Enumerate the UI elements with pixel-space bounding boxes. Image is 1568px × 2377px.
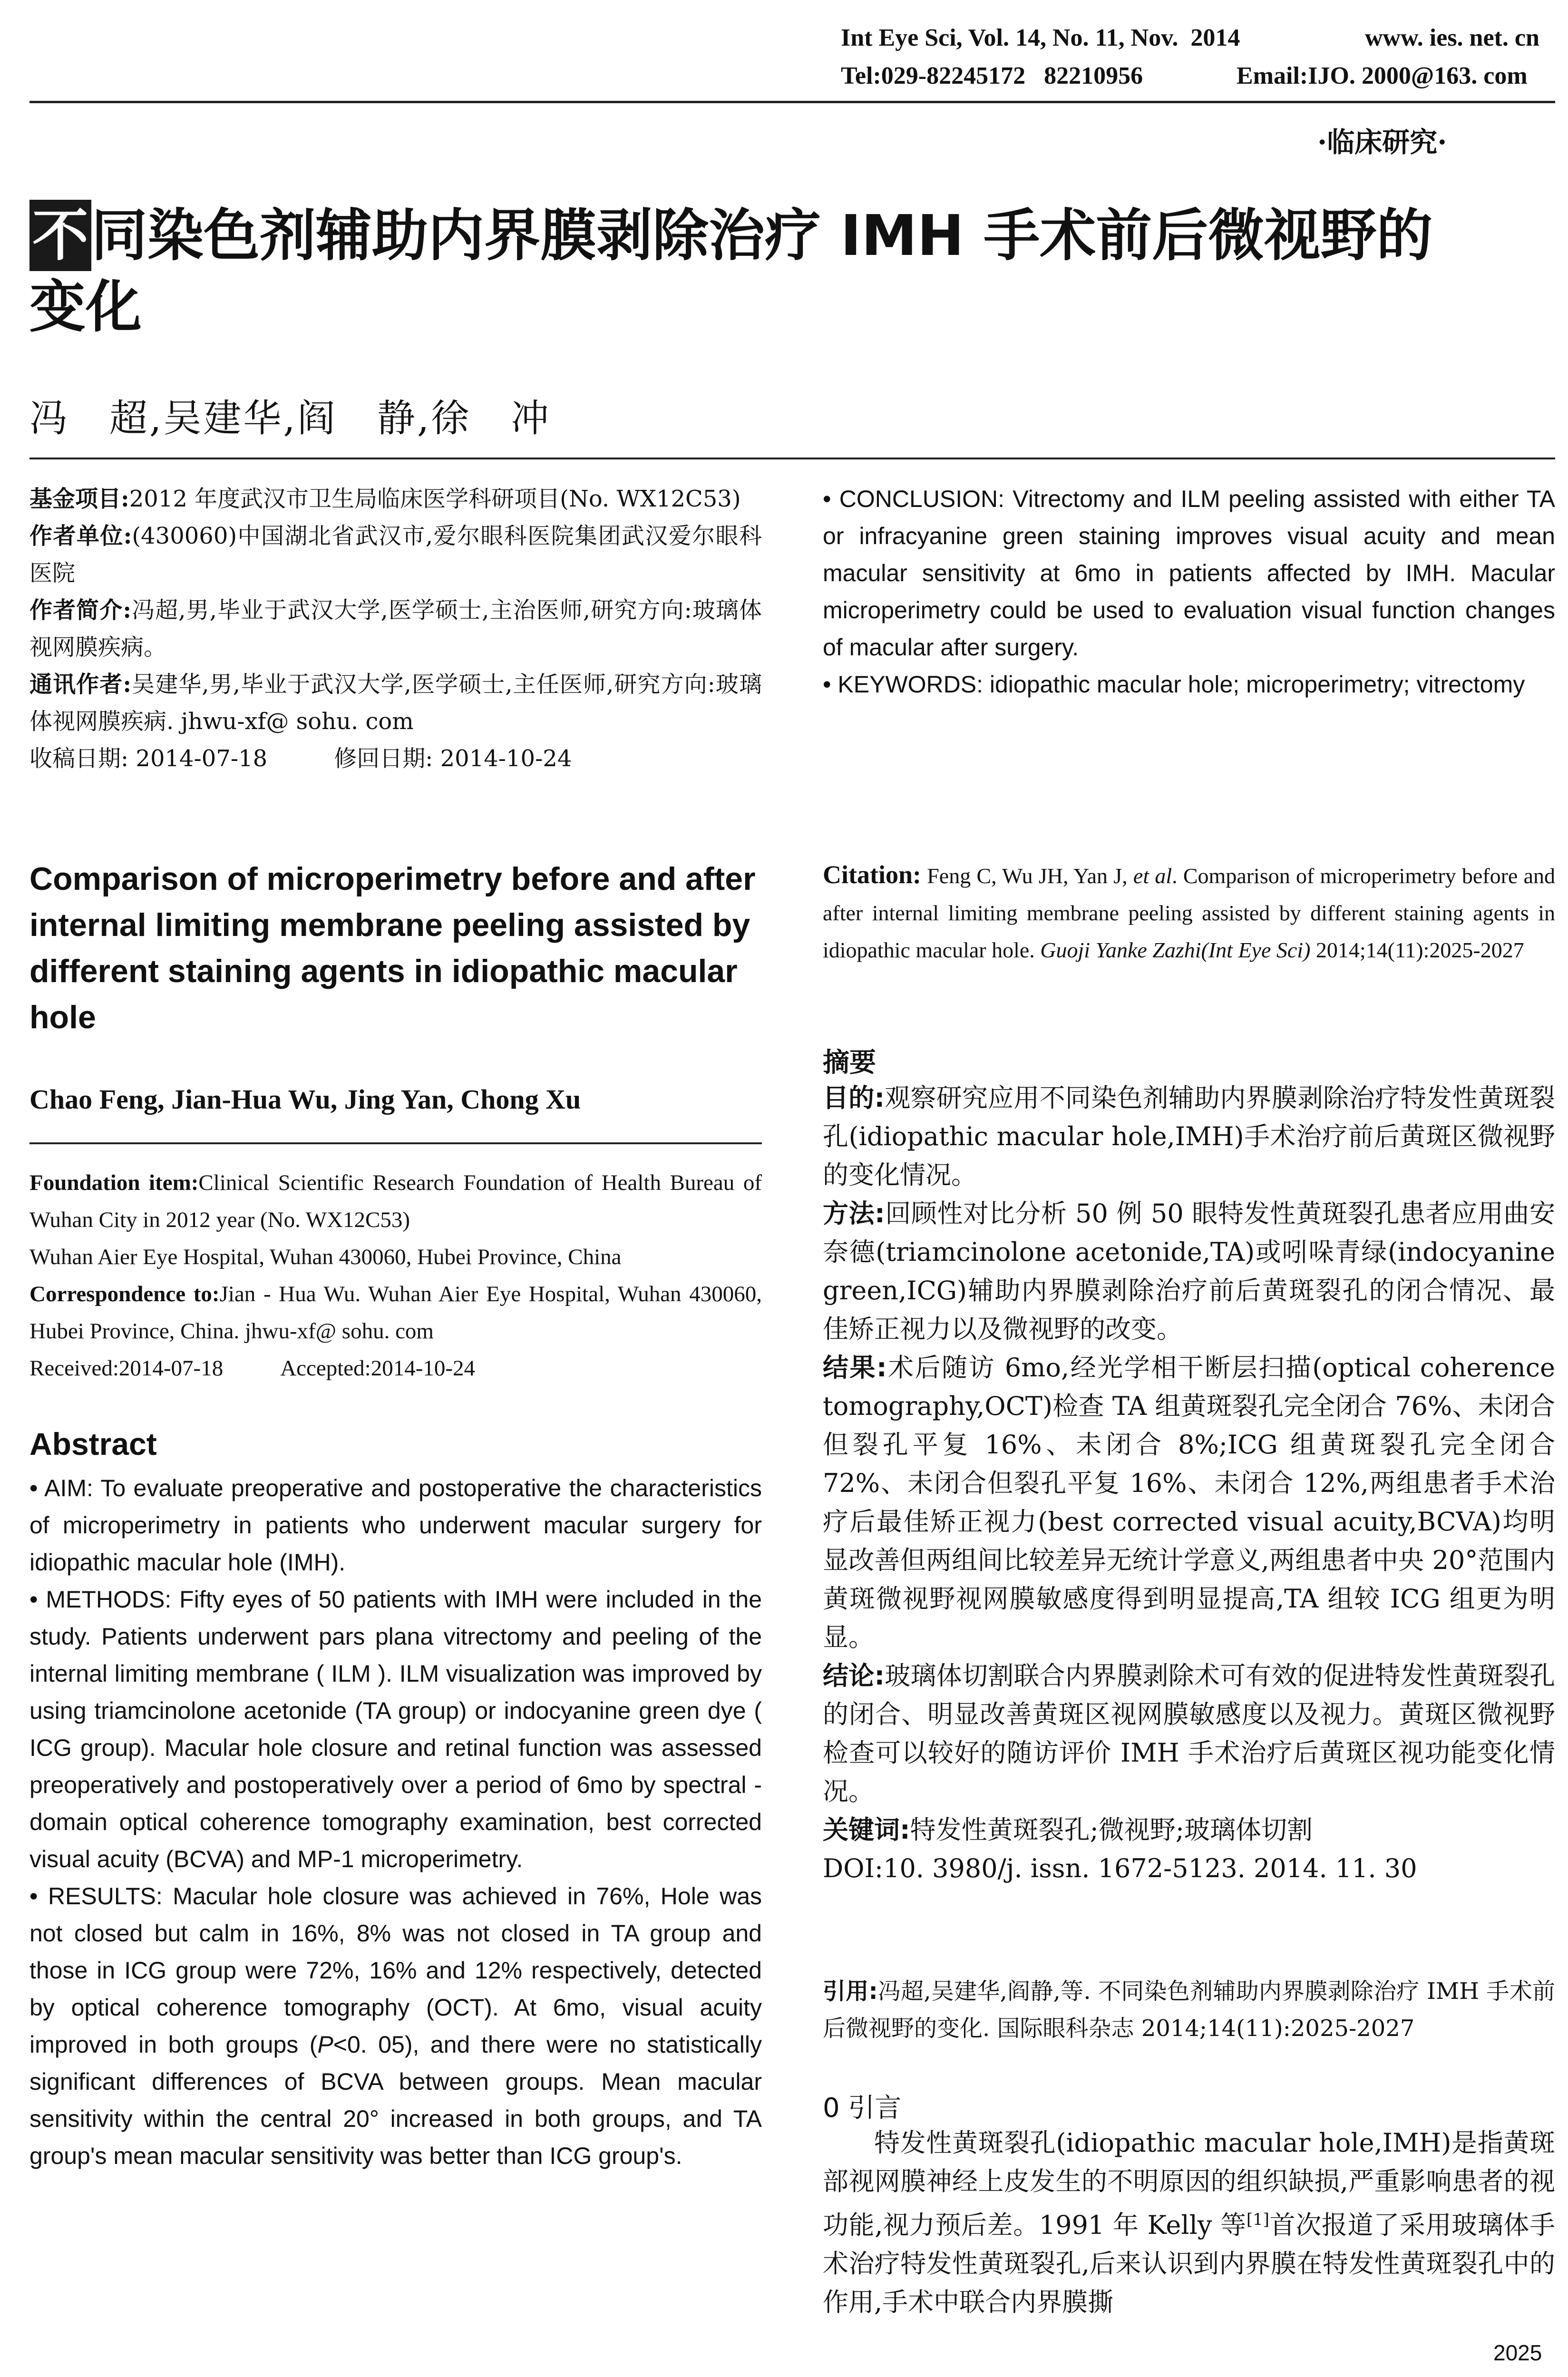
journal-tel: Tel:029-82245172 82210956 bbox=[841, 62, 1143, 89]
journal-name: Guoji Yanke Zazhi(Int Eye Sci) bbox=[1040, 938, 1311, 962]
meta-zh bbox=[29, 480, 762, 777]
citation-en: Citation: Feng C, Wu JH, Yan J, et al. Comparison of microperimetry before and after internal limiting membrane peeling assisted by different staining agents in idiopathic macular hole. Guoji Yanke Zazhi(Int Eye Sci) 2014;14(11):2025-2027 bbox=[823, 860, 1555, 962]
citation-zh: 引用:冯超,吴建华,阎静,等. 不同染色剂辅助内界膜剥除治疗 IMH 手术前后微视野的变化. 国际眼科杂志 2014;14(11):2025-2027 bbox=[823, 1978, 1555, 2042]
foundation-text: 2012 年度武汉市卫生局临床医学科研项目(No. WX12C53) bbox=[129, 486, 741, 512]
section-tag: ·临床研究· bbox=[1317, 126, 1447, 158]
title-line1: 同染色剂辅助内界膜剥除治疗 IMH 手术前后微视野的 bbox=[91, 203, 1433, 268]
authors-rule bbox=[29, 1142, 762, 1144]
abstract-aim: • AIM: To evaluate preoperative and postoperative the characteristics of microperimetry in patients who underwent macular surgery for idiopathic macular hole (IMH). bbox=[29, 1475, 762, 1576]
abstract-heading: Abstract bbox=[29, 1426, 157, 1461]
abstract-zh-results: 术后随访 6mo,经光学相干断层扫描(optical coherence tomography,OCT)检查 TA 组黄斑裂孔完全闭合 76%、未闭合但裂孔平复 16%、未闭合 8%;ICG 组黄斑裂孔完全闭合 72%、未闭合但裂孔平复 16%、未闭合 12%,两组患者手术治疗后最佳矫正视力(best corrected visual acuity,BCVA)均明显改善但两组间比较差异无统计学意义,两组患者中央 20°范围内黄斑微视野视网膜敏感度得到明显提高,TA 组较 ICG 组更为明显。 bbox=[823, 1353, 1555, 1652]
abstract-body-left bbox=[29, 1470, 762, 2174]
page-number: 2025 bbox=[1493, 2340, 1542, 2365]
corr-text: 吴建华,男,毕业于武汉大学,医学硕士,主任医师,研究方向:玻璃体视网膜疾病. jhwu-xf@ sohu. com bbox=[29, 671, 762, 735]
title-zh bbox=[29, 200, 1561, 342]
citation-label: Citation: bbox=[823, 860, 921, 889]
abstract-zh-conclusion: 玻璃体切割联合内界膜剥除术可有效的促进特发性黄斑裂孔的闭合、明显改善黄斑区视网膜敏感度以及视力。黄斑区微视野检查可以较好的随访评价 IMH 手术治疗后黄斑区视功能变化情况。 bbox=[823, 1661, 1555, 1806]
title-first-char: 不 bbox=[29, 200, 91, 271]
foundation-label-en: Foundation item: bbox=[29, 1170, 199, 1195]
bio-text: 冯超,男,毕业于武汉大学,医学硕士,主治医师,研究方向:玻璃体视网膜疾病。 bbox=[29, 597, 762, 661]
received-zh: 收稿日期: 2014-07-18 bbox=[29, 745, 268, 772]
foundation-label: 基金项目: bbox=[29, 486, 129, 512]
abstract-body-right bbox=[823, 480, 1555, 703]
p-value-symbol: P bbox=[317, 2031, 333, 2058]
journal-email: Email:IJO. 2000@163. com bbox=[1237, 62, 1528, 89]
meta-en bbox=[29, 1164, 762, 1387]
journal-info: Int Eye Sci, Vol. 14, No. 11, Nov. 2014 bbox=[841, 24, 1240, 51]
unit-label: 作者单位: bbox=[29, 523, 132, 549]
intro-heading: 0 引言 bbox=[823, 2093, 902, 2124]
corr-label-en: Correspondence to: bbox=[29, 1282, 220, 1306]
abstract-methods: • METHODS: Fifty eyes of 50 patients with IMH were included in the study. Patients underwent pars plana vitrectomy and peeling of the internal limiting membrane ( ILM ). ILM visualization was improved by using triamcinolone acetonide (TA group) or indocyanine green dye ( ICG group). Macular hole closure and retinal function was assessed preoperatively and postoperatively over a period of 6mo by spectral - domain optical coherence tomography examination, best corrected visual acuity (BCVA) and MP-1 microperimetry. bbox=[29, 1586, 762, 1872]
bio-label: 作者简介: bbox=[29, 597, 132, 623]
abstract-zh-aim: 观察研究应用不同染色剂辅助内界膜剥除治疗特发性黄斑裂孔(idiopathic macular hole,IMH)手术治疗前后黄斑区微视野的变化情况。 bbox=[823, 1083, 1555, 1190]
title-line2: 变化 bbox=[29, 274, 142, 340]
abstract-conclusion: • CONCLUSION: Vitrectomy and ILM peeling assisted with either TA or infracyanine green staining improves visual acuity and mean macular sensitivity at 6mo in patients affected by IMH. Macular microperimetry could be used to evaluation visual function changes of macular after surgery. bbox=[823, 486, 1555, 661]
authors-en: Chao Feng, Jian-Hua Wu, Jing Yan, Chong Xu bbox=[29, 1084, 581, 1115]
abstract-zh-body: 目的:观察研究应用不同染色剂辅助内界膜剥除治疗特发性黄斑裂孔(idiopathic macular hole,IMH)手术治疗前后黄斑区微视野的变化情况。 方法:回顾性对比分析 50 例 50 眼特发性黄斑裂孔患者应用曲安奈德(triamcinolone acetonide,TA)或吲哚青绿(indocyanine green,ICG)辅助内界膜剥除治疗前后黄斑裂孔的闭合情况、最佳矫正视力以及微视野的改变。 结果:术后随访 6mo,经光学相干断层扫描(optical coherence tomography,OCT)检查 TA 组黄斑裂孔完全闭合 76%、未闭合但裂孔平复 16%、未闭合 8%;ICG 组黄斑裂孔完全闭合 72%、未闭合但裂孔平复 16%、未闭合 12%,两组患者手术治疗后最佳矫正视力(best corrected visual acuity,BCVA)均明显改善但两组间比较差异无统计学意义,两组患者中央 20°范围内黄斑微视野视网膜敏感度得到明显提高,TA 组较 ICG 组更为明显。 结论:玻璃体切割联合内界膜剥除术可有效的促进特发性黄斑裂孔的闭合、明显改善黄斑区视网膜敏感度以及视力。黄斑区微视野检查可以较好的随访评价 IMH 手术治疗后黄斑区视功能变化情况。 关键词:特发性黄斑裂孔;微视野;玻璃体切割 DOI:10. 3980/j. issn. 1672-5123. 2014. 11. 30 bbox=[823, 1079, 1555, 1888]
authors-zh: 冯 超,吴建华,阎 静,徐 冲 bbox=[29, 396, 551, 440]
abstract-zh-keywords: 特发性黄斑裂孔;微视野;玻璃体切割 bbox=[910, 1815, 1313, 1845]
abstract-keywords: • KEYWORDS: idiopathic macular hole; microperimetry; vitrectomy bbox=[823, 671, 1525, 698]
revised-zh: 修回日期: 2014-10-24 bbox=[334, 745, 572, 772]
abstract-zh-heading: 摘要 bbox=[823, 1047, 876, 1078]
title-en: Comparison of microperimetry before and after internal limiting membrane peeling assisted by different staining agents in idiopathic macular hole bbox=[29, 861, 756, 1035]
ref-1: [1] bbox=[1246, 2210, 1270, 2229]
corr-label: 通讯作者: bbox=[29, 671, 132, 698]
doi: DOI:10. 3980/j. issn. 1672-5123. 2014. 11. 30 bbox=[823, 1853, 1417, 1883]
accepted-en: Accepted:2014-10-24 bbox=[280, 1356, 476, 1381]
citation-zh-label: 引用: bbox=[823, 1978, 878, 2005]
received-en: Received:2014-07-18 bbox=[29, 1356, 224, 1381]
abstract-zh-methods: 回顾性对比分析 50 例 50 眼特发性黄斑裂孔患者应用曲安奈德(triamcinolone acetonide,TA)或吲哚青绿(indocyanine green,ICG)辅助内界膜剥除治疗前后黄斑裂孔的闭合情况、最佳矫正视力以及微视野的改变。 bbox=[823, 1198, 1555, 1344]
unit-text: (430060)中国湖北省武汉市,爱尔眼科医院集团武汉爱尔眼科医院 bbox=[29, 523, 762, 586]
corr-text-en: Jian - Hua Wu. Wuhan Aier Eye Hospital, Wuhan 430060, Hubei Province, China. jhwu-xf@ sohu. com bbox=[29, 1282, 762, 1344]
foundation-text-en: Clinical Scientific Research Foundation of Health Bureau of Wuhan City in 2012 year (No. WX12C53) bbox=[29, 1170, 762, 1232]
affiliation-en: Wuhan Aier Eye Hospital, Wuhan 430060, Hubei Province, China bbox=[29, 1245, 622, 1269]
header-rule bbox=[29, 101, 1555, 103]
intro-body: 特发性黄斑裂孔(idiopathic macular hole,IMH)是指黄斑部视网膜神经上皮发生的不明原因的组织缺损,严重影响患者的视功能,视力预后差。1991 年 Kelly 等[1]首次报道了采用玻璃体手术治疗特发性黄斑裂孔,后来认识到内界膜在特发性黄斑裂孔中的作用,手术中联合内界膜撕 bbox=[823, 2128, 1556, 2317]
journal-website: www. ies. net. cn bbox=[1365, 24, 1539, 51]
abstract-results: • RESULTS: Macular hole closure was achieved in 76%, Hole was not closed but calm in 16%, 8% was not closed in TA group and those in ICG group were 72%, 16% and 12% respectively, detected by optical coherence tomography (OCT). At 6mo, visual acuity improved in both groups (P<0. 05), and there were no statistically significant differences of BCVA between groups. Mean macular sensitivity within the central 20° increased in both groups, and TA group's mean macular sensitivity was better than ICG group's. bbox=[29, 1883, 762, 2169]
title-rule bbox=[29, 458, 1555, 459]
